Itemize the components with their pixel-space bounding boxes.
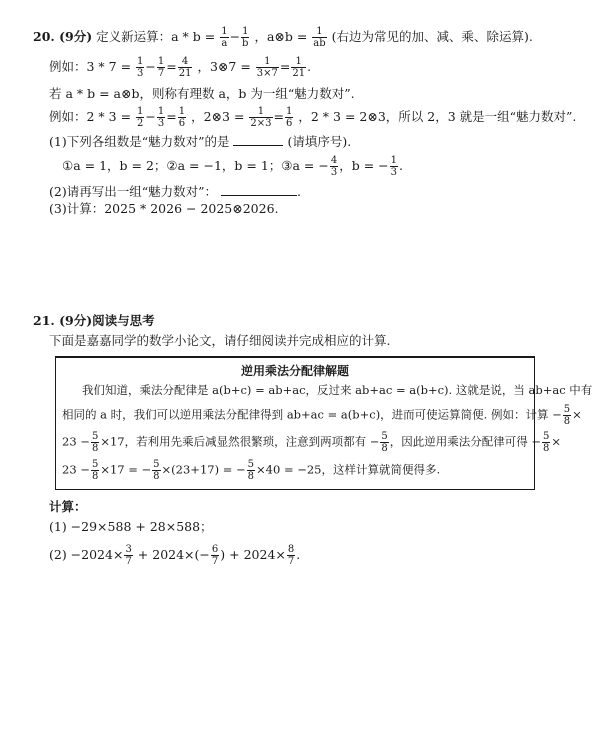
fraction-4-over-3: $\frac{4}{3}$ xyxy=(330,155,338,178)
fraction-5-over-8d: $\frac{5}{8}$ xyxy=(543,431,550,454)
q20-example2: 例如：2 * 3 = $\frac{1}{2}$ − $\frac{1}{3}$ = $\frac{1}{6}$ ，2⊗3 = $\frac{1}{2\times 3}$ = $\frac{1}{6}$ ，2 * 3 = 2⊗3，所以 2，3 就是一组“魅力数对”. xyxy=(49,106,577,129)
fraction-1-over-21: $\frac{1}{21}$ xyxy=(292,56,306,79)
fraction-1-over-3: $\frac{1}{3}$ xyxy=(137,56,144,79)
q21-intro: 下面是嘉嘉同学的数学小论文，请仔细阅读并完成相应的计算. xyxy=(49,333,391,348)
fraction-1-over-b: $\frac{1}{b}$ xyxy=(242,26,249,49)
fraction-1-over-3c: $\frac{1}{3}$ xyxy=(390,155,397,178)
fraction-1-over-ab: $\frac{1}{ab}$ xyxy=(313,26,326,49)
fraction-1-over-2: $\frac{1}{2}$ xyxy=(137,106,144,129)
fraction-5-over-8b: $\frac{5}{8}$ xyxy=(91,431,99,454)
q20-intro-c: (右边为常见的加、减、乘、除运算). xyxy=(331,29,533,44)
essay-line-3: 23 − $\frac{5}{8}$ ×17，若利用先乘后减显然很繁琐，注意到两项都有 − $\frac{5}{8}$ ，因此逆用乘法分配律可得 − $\frac{5}{8}$ × xyxy=(62,431,562,454)
fraction-1-over-3x7: $\frac{1}{3\times 7}$ xyxy=(256,56,278,79)
fraction-4-over-21: $\frac{4}{21}$ xyxy=(178,56,192,79)
calc-1: (1) −29×588 + 28×588； xyxy=(49,519,213,534)
fraction-1-over-3b: $\frac{1}{3}$ xyxy=(157,106,165,129)
essay-title: 逆用乘法分配律解题 xyxy=(240,364,349,378)
fraction-3-over-7: $\frac{3}{7}$ xyxy=(125,544,132,567)
answer-blank-2[interactable] xyxy=(221,195,297,196)
q20-part2: (2)请再写出一组“魅力数对”： . xyxy=(49,184,301,199)
q20-part3: (3)计算：2025 * 2026 − 2025⊗2026. xyxy=(49,201,279,216)
q20-header: 20. (9分) xyxy=(33,29,93,44)
fraction-1-over-6b: $\frac{1}{6}$ xyxy=(286,106,293,129)
fraction-5-over-8g: $\frac{5}{8}$ xyxy=(247,459,255,482)
fraction-5-over-8e: $\frac{5}{8}$ xyxy=(91,459,99,482)
fraction-5-over-8: $\frac{5}{8}$ xyxy=(563,404,571,427)
q20-intro-b: ，a⊗b = xyxy=(254,29,312,44)
fraction-8-over-7: $\frac{8}{7}$ xyxy=(287,544,295,567)
fraction-1-over-2x3: $\frac{1}{2\times 3}$ xyxy=(250,106,272,129)
q20-definition: 若 a * b = a⊗b，则称有理数 a，b 为一组“魅力数对”. xyxy=(49,86,355,101)
q20-intro-a: 定义新运算：a * b = xyxy=(96,29,220,44)
fraction-1-over-7: $\frac{1}{7}$ xyxy=(157,56,165,79)
essay-box xyxy=(55,356,592,490)
fraction-5-over-8f: $\frac{5}{8}$ xyxy=(153,459,160,482)
q20-part1: (1)下列各组数是“魅力数对”的是 (请填序号). xyxy=(49,134,352,149)
essay-line-2: 相同的 a 时，我们可以逆用乘法分配律得到 ab+ac = a(b+c)，进而可使运算简便. 例如：计算 − $\frac{5}{8}$ × xyxy=(62,404,582,427)
calc-2: (2) −2024× $\frac{3}{7}$ + 2024×(− $\frac{6}{7}$ ) + 2024× $\frac{8}{7}$ . xyxy=(49,544,301,567)
essay-line-4: 23 − $\frac{5}{8}$ ×17 = − $\frac{5}{8}$ ×(23+17) = − $\frac{5}{8}$ ×40 = −25，这样计算就简便得多. xyxy=(62,459,441,482)
fraction-6-over-7: $\frac{6}{7}$ xyxy=(211,544,219,567)
q20-example1: 例如：3 * 7 = $\frac{1}{3}$ − $\frac{1}{7}$ = $\frac{4}{21}$ ，3⊗7 = $\frac{1}{3\times 7}$ = $\frac{1}{21}$ . xyxy=(49,56,312,79)
fraction-5-over-8c: $\frac{5}{8}$ xyxy=(381,431,388,454)
fraction-1-over-6: $\frac{1}{6}$ xyxy=(178,106,186,129)
answer-blank-1[interactable] xyxy=(233,145,283,146)
fraction-1-over-a: $\frac{1}{a}$ xyxy=(221,26,228,49)
q20-options: ①a = 1，b = 2；②a = −1，b = 1；③a = − $\frac{4}{3}$ ，b = − $\frac{1}{3}$ . xyxy=(62,155,403,178)
q20-intro: 20. (9分) 定义新运算：a * b = $\frac{1}{a}$ − $\frac{1}{b}$ ，a⊗b = $\frac{1}{ab}$ (右边为常见的加、减、乘、除运算). xyxy=(33,26,533,49)
calc-label: 计算： xyxy=(49,499,87,514)
q21-header: 21. (9分)阅读与思考 xyxy=(33,313,155,328)
essay-line-1: 我们知道，乘法分配律是 a(b+c) = ab+ac，反过来 ab+ac = a(b+c). 这就是说，当 ab+ac 中有 xyxy=(82,383,592,397)
